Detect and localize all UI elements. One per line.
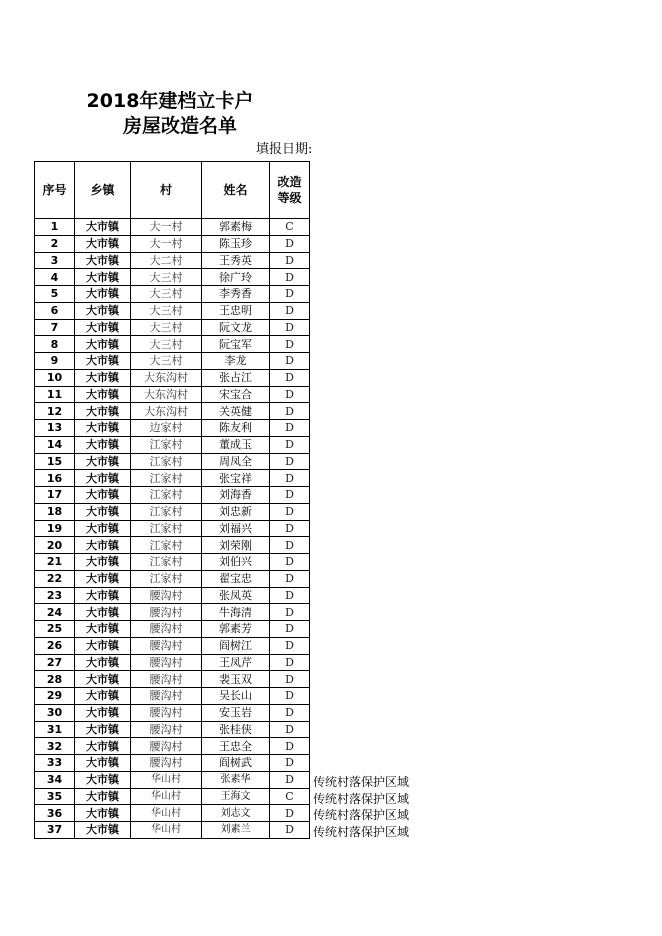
row-no: 11 [35, 386, 75, 403]
row-town: 大市镇 [75, 704, 131, 721]
row-grade: D [270, 286, 310, 303]
row-note: 传统村落保护区域 [313, 808, 410, 823]
row-town: 大市镇 [75, 470, 131, 487]
row-town: 大市镇 [75, 453, 131, 470]
row-name: 刘素兰 [202, 822, 270, 839]
row-village: 江家村 [131, 487, 202, 504]
row-village: 华山村 [131, 822, 202, 839]
row-name: 李龙 [202, 353, 270, 370]
row-name: 刘伯兴 [202, 554, 270, 571]
table-row [35, 738, 310, 755]
header-village: 村 [131, 162, 202, 219]
row-grade: D [270, 336, 310, 353]
row-no: 7 [35, 319, 75, 336]
row-village: 腰沟村 [131, 604, 202, 621]
row-grade: D [270, 621, 310, 638]
row-grade: D [270, 386, 310, 403]
row-grade: D [270, 369, 310, 386]
header-row [35, 162, 310, 219]
row-note: 传统村落保护区域 [313, 791, 410, 806]
row-no: 15 [35, 453, 75, 470]
row-grade: D [270, 420, 310, 437]
table-row [35, 302, 310, 319]
row-no: 21 [35, 554, 75, 571]
row-name: 周凤全 [202, 453, 270, 470]
row-village: 江家村 [131, 537, 202, 554]
row-village: 腰沟村 [131, 688, 202, 705]
row-village: 大三村 [131, 353, 202, 370]
table-row [35, 788, 310, 805]
row-name: 王忠全 [202, 738, 270, 755]
row-no: 20 [35, 537, 75, 554]
row-grade: D [270, 637, 310, 654]
row-village: 大三村 [131, 319, 202, 336]
row-name: 张宝祥 [202, 470, 270, 487]
row-no: 33 [35, 755, 75, 772]
table-row [35, 386, 310, 403]
table-row [35, 537, 310, 554]
row-village: 腰沟村 [131, 587, 202, 604]
row-town: 大市镇 [75, 420, 131, 437]
row-village: 江家村 [131, 570, 202, 587]
row-name: 刘荣刚 [202, 537, 270, 554]
table-row [35, 771, 310, 788]
row-town: 大市镇 [75, 369, 131, 386]
table-row [35, 554, 310, 571]
row-note: 传统村落保护区域 [313, 825, 410, 839]
row-name: 阎树江 [202, 637, 270, 654]
table-row [35, 721, 310, 738]
row-town: 大市镇 [75, 771, 131, 788]
row-grade: D [270, 755, 310, 772]
row-grade: C [270, 219, 310, 236]
document-title-line1: 2018年建档立卡户 [86, 90, 254, 112]
row-village: 腰沟村 [131, 637, 202, 654]
renovation-table [34, 161, 310, 839]
row-no: 24 [35, 604, 75, 621]
row-no: 32 [35, 738, 75, 755]
row-town: 大市镇 [75, 570, 131, 587]
row-no: 34 [35, 771, 75, 788]
row-village: 江家村 [131, 436, 202, 453]
row-no: 12 [35, 403, 75, 420]
header-grade [270, 162, 310, 219]
row-village: 腰沟村 [131, 671, 202, 688]
row-grade: D [270, 805, 310, 822]
row-no: 25 [35, 621, 75, 638]
row-village: 大东沟村 [131, 369, 202, 386]
table-row [35, 688, 310, 705]
row-village: 腰沟村 [131, 704, 202, 721]
row-grade: D [270, 704, 310, 721]
row-no: 8 [35, 336, 75, 353]
table-row [35, 637, 310, 654]
row-name: 刘忠新 [202, 503, 270, 520]
table-row [35, 235, 310, 252]
table-row [35, 671, 310, 688]
row-grade: C [270, 788, 310, 805]
table-row [35, 654, 310, 671]
row-grade: D [270, 319, 310, 336]
row-town: 大市镇 [75, 520, 131, 537]
row-no: 23 [35, 587, 75, 604]
row-town: 大市镇 [75, 587, 131, 604]
table-row [35, 805, 310, 822]
table-row [35, 353, 310, 370]
table-row [35, 487, 310, 504]
table-row [35, 436, 310, 453]
row-no: 35 [35, 788, 75, 805]
row-town: 大市镇 [75, 788, 131, 805]
row-town: 大市镇 [75, 805, 131, 822]
row-no: 9 [35, 353, 75, 370]
row-name: 陈友利 [202, 420, 270, 437]
row-grade: D [270, 436, 310, 453]
row-note: 传统村落保护区域 [313, 774, 410, 789]
row-name: 张凤英 [202, 587, 270, 604]
row-name: 郭素梅 [202, 219, 270, 236]
row-name: 张占江 [202, 369, 270, 386]
row-grade: D [270, 721, 310, 738]
row-name: 王忠明 [202, 302, 270, 319]
row-name: 王秀英 [202, 252, 270, 269]
row-town: 大市镇 [75, 319, 131, 336]
row-name: 张桂侠 [202, 721, 270, 738]
row-village: 边家村 [131, 420, 202, 437]
fill-date-label: 填报日期: [256, 142, 313, 157]
row-town: 大市镇 [75, 286, 131, 303]
table-row [35, 252, 310, 269]
table-row [35, 453, 310, 470]
row-town: 大市镇 [75, 822, 131, 839]
row-village: 腰沟村 [131, 654, 202, 671]
row-grade: D [270, 688, 310, 705]
table-row [35, 286, 310, 303]
row-town: 大市镇 [75, 235, 131, 252]
table-row [35, 269, 310, 286]
row-grade: D [270, 771, 310, 788]
row-town: 大市镇 [75, 671, 131, 688]
table-row [35, 704, 310, 721]
row-grade: D [270, 822, 310, 839]
row-village: 大三村 [131, 302, 202, 319]
row-grade: D [270, 604, 310, 621]
row-village: 大东沟村 [131, 403, 202, 420]
table-row [35, 621, 310, 638]
row-village: 大二村 [131, 252, 202, 269]
row-grade: D [270, 671, 310, 688]
row-no: 13 [35, 420, 75, 437]
row-grade: D [270, 453, 310, 470]
row-no: 3 [35, 252, 75, 269]
header-town: 乡镇 [75, 162, 131, 219]
row-village: 江家村 [131, 470, 202, 487]
row-grade: D [270, 654, 310, 671]
row-no: 27 [35, 654, 75, 671]
row-no: 14 [35, 436, 75, 453]
row-no: 4 [35, 269, 75, 286]
row-name: 牛海清 [202, 604, 270, 621]
table-row [35, 822, 310, 839]
table-row [35, 755, 310, 772]
row-name: 董成玉 [202, 436, 270, 453]
row-no: 28 [35, 671, 75, 688]
row-town: 大市镇 [75, 738, 131, 755]
row-town: 大市镇 [75, 302, 131, 319]
row-no: 37 [35, 822, 75, 839]
row-village: 华山村 [131, 805, 202, 822]
table-row [35, 319, 310, 336]
row-no: 22 [35, 570, 75, 587]
table-row [35, 336, 310, 353]
row-no: 26 [35, 637, 75, 654]
row-grade: D [270, 738, 310, 755]
row-grade: D [270, 235, 310, 252]
row-grade: D [270, 403, 310, 420]
row-no: 18 [35, 503, 75, 520]
row-town: 大市镇 [75, 554, 131, 571]
row-name: 李秀香 [202, 286, 270, 303]
row-village: 江家村 [131, 554, 202, 571]
row-town: 大市镇 [75, 503, 131, 520]
row-name: 阮文龙 [202, 319, 270, 336]
row-no: 29 [35, 688, 75, 705]
row-name: 王凤芹 [202, 654, 270, 671]
table-row [35, 369, 310, 386]
row-village: 江家村 [131, 503, 202, 520]
row-town: 大市镇 [75, 721, 131, 738]
row-name: 吴长山 [202, 688, 270, 705]
table-row [35, 503, 310, 520]
row-name: 阎树武 [202, 755, 270, 772]
row-grade: D [270, 269, 310, 286]
row-grade: D [270, 537, 310, 554]
row-no: 19 [35, 520, 75, 537]
row-village: 大三村 [131, 336, 202, 353]
row-town: 大市镇 [75, 219, 131, 236]
row-village: 腰沟村 [131, 621, 202, 638]
row-name: 郭素芳 [202, 621, 270, 638]
row-town: 大市镇 [75, 353, 131, 370]
row-village: 腰沟村 [131, 721, 202, 738]
row-town: 大市镇 [75, 436, 131, 453]
table-row [35, 219, 310, 236]
row-village: 江家村 [131, 453, 202, 470]
row-town: 大市镇 [75, 637, 131, 654]
row-grade: D [270, 587, 310, 604]
row-name: 翟宝忠 [202, 570, 270, 587]
row-no: 10 [35, 369, 75, 386]
row-town: 大市镇 [75, 403, 131, 420]
header-grade-line1: 改造 [277, 175, 302, 189]
row-town: 大市镇 [75, 487, 131, 504]
header-no: 序号 [35, 162, 75, 219]
row-name: 关英健 [202, 403, 270, 420]
row-grade: D [270, 470, 310, 487]
row-no: 1 [35, 219, 75, 236]
row-name: 徐广玲 [202, 269, 270, 286]
row-name: 张素华 [202, 771, 270, 788]
table-row [35, 420, 310, 437]
row-grade: D [270, 570, 310, 587]
row-name: 宋宝合 [202, 386, 270, 403]
row-name: 阮宝军 [202, 336, 270, 353]
document-title-line2: 房屋改造名单 [122, 115, 237, 137]
row-town: 大市镇 [75, 604, 131, 621]
row-no: 17 [35, 487, 75, 504]
header-grade-line2: 等级 [277, 191, 302, 205]
table-body [35, 219, 310, 839]
row-name: 刘志文 [202, 805, 270, 822]
row-village: 大一村 [131, 219, 202, 236]
row-town: 大市镇 [75, 252, 131, 269]
row-village: 华山村 [131, 771, 202, 788]
row-village: 腰沟村 [131, 755, 202, 772]
row-village: 江家村 [131, 520, 202, 537]
table-row [35, 403, 310, 420]
table-row [35, 570, 310, 587]
row-village: 大三村 [131, 269, 202, 286]
row-town: 大市镇 [75, 537, 131, 554]
row-no: 6 [35, 302, 75, 319]
row-name: 刘福兴 [202, 520, 270, 537]
row-village: 腰沟村 [131, 738, 202, 755]
row-name: 安玉岩 [202, 704, 270, 721]
row-name: 刘海香 [202, 487, 270, 504]
row-name: 裴玉双 [202, 671, 270, 688]
row-town: 大市镇 [75, 336, 131, 353]
table-row [35, 470, 310, 487]
row-grade: D [270, 554, 310, 571]
row-town: 大市镇 [75, 755, 131, 772]
row-town: 大市镇 [75, 654, 131, 671]
row-no: 16 [35, 470, 75, 487]
table-row [35, 587, 310, 604]
row-grade: D [270, 252, 310, 269]
row-name: 陈玉珍 [202, 235, 270, 252]
row-grade: D [270, 353, 310, 370]
row-town: 大市镇 [75, 269, 131, 286]
row-town: 大市镇 [75, 688, 131, 705]
row-grade: D [270, 520, 310, 537]
row-village: 大东沟村 [131, 386, 202, 403]
row-village: 华山村 [131, 788, 202, 805]
row-no: 2 [35, 235, 75, 252]
row-town: 大市镇 [75, 386, 131, 403]
row-grade: D [270, 487, 310, 504]
row-grade: D [270, 503, 310, 520]
row-town: 大市镇 [75, 621, 131, 638]
row-village: 大一村 [131, 235, 202, 252]
header-name: 姓名 [202, 162, 270, 219]
row-no: 5 [35, 286, 75, 303]
row-village: 大三村 [131, 286, 202, 303]
row-no: 30 [35, 704, 75, 721]
row-name: 王海文 [202, 788, 270, 805]
table-row [35, 604, 310, 621]
row-grade: D [270, 302, 310, 319]
row-no: 36 [35, 805, 75, 822]
table-row [35, 520, 310, 537]
row-no: 31 [35, 721, 75, 738]
